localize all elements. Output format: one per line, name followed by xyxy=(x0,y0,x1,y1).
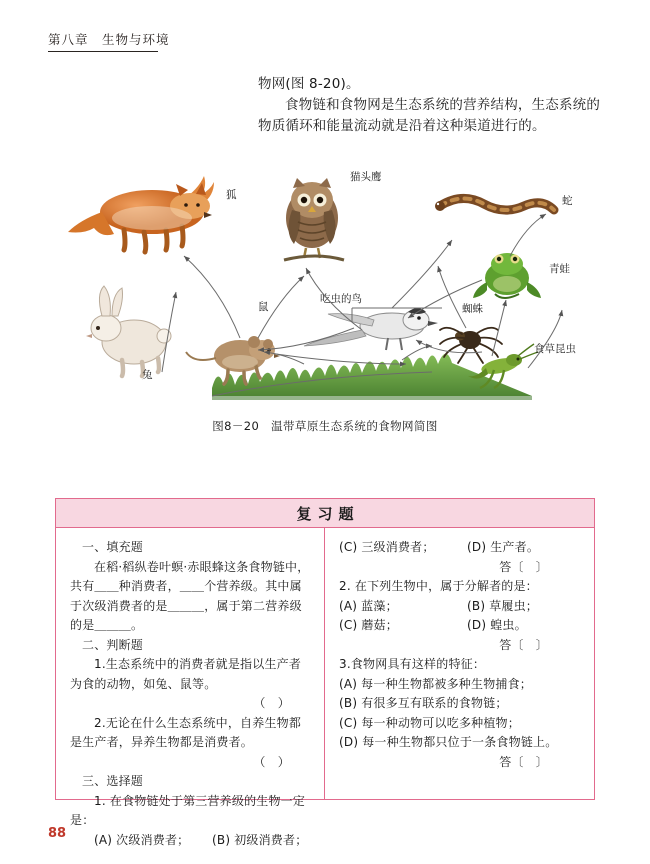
choice-q2: 2. 在下列生物中，属于分解者的是： xyxy=(339,579,538,593)
owl-illustration xyxy=(284,178,344,260)
choice-q3: 3.食物网具有这样的特征： xyxy=(339,657,486,671)
section-fill-blank-heading: 一、填充题 xyxy=(82,540,144,554)
food-web-figure xyxy=(62,160,592,410)
section-choice-heading: 三、选择题 xyxy=(82,774,144,788)
body-text xyxy=(258,74,603,137)
label-mouse: 鼠 xyxy=(258,301,269,313)
review-questions-header xyxy=(56,499,594,528)
truefalse-q2-answer[interactable]: （ ） xyxy=(253,754,290,769)
choice-q2-option-c[interactable]: (C) 蘑菇； xyxy=(339,618,398,632)
choice-q3-option-d[interactable]: (D) 每一种生物都只位于一条食物链上。 xyxy=(339,735,558,749)
rabbit-illustration xyxy=(86,286,171,376)
review-questions-title: 复习题 xyxy=(296,504,360,523)
truefalse-q2: 2.无论在什么生态系统中，自养生物都是生产者，异养生物都是消费者。 xyxy=(70,715,302,749)
label-grass-insect: 食草昆虫 xyxy=(534,343,576,355)
choice-q2-answer[interactable]: 答〔 〕 xyxy=(499,637,548,652)
choice-q2-option-a[interactable]: (A) 蓝藻； xyxy=(339,598,398,613)
label-fox: 狐 xyxy=(226,189,237,201)
choice-q3-option-a[interactable]: (A) 每一种生物都被多种生物捕食； xyxy=(339,676,532,691)
choice-q3-option-b[interactable]: (B) 有很多互有联系的食物链； xyxy=(339,696,508,710)
label-owl: 猫头鹰 xyxy=(350,171,382,183)
choice-q1-option-d[interactable]: (D) 生产者。 xyxy=(467,540,540,554)
choice-q1-option-b[interactable]: (B) 初级消费者； xyxy=(212,832,308,847)
snake-illustration xyxy=(435,198,554,211)
fill-blank-q1: 在稻·稻纵卷叶螟·赤眼蜂这条食物链中，共有＿＿种消费者，＿＿个营养级。其中属于次级消费者的是＿＿＿，属于第二营养级的是＿＿＿。 xyxy=(70,559,310,632)
label-spider: 蜘蛛 xyxy=(462,303,483,315)
choice-q3-answer[interactable]: 答〔 〕 xyxy=(499,754,548,769)
label-snake: 蛇 xyxy=(562,195,573,207)
choice-q1-option-a[interactable]: (A) 次级消费者； xyxy=(94,832,190,847)
choice-q2-option-b[interactable]: (B) 草履虫； xyxy=(467,598,539,613)
choice-q1-option-c[interactable]: (C) 三级消费者； xyxy=(339,540,435,554)
running-head-rule xyxy=(48,51,158,52)
page-number: 88 xyxy=(48,826,67,841)
truefalse-q1-answer[interactable]: （ ） xyxy=(253,696,290,710)
paragraph-2: 食物链和食物网是生态系统的营养结构，生态系统的物质循环和能量流动就是沿着这种渠道进行的。 xyxy=(258,97,601,134)
choice-q1: 1. 在食物链处于第三营养级的生物一定是： xyxy=(70,793,306,827)
frog-illustration xyxy=(473,253,541,298)
label-insect-bird: 吃虫的鸟 xyxy=(320,293,362,305)
choice-q1-answer[interactable]: 答〔 〕 xyxy=(499,559,548,574)
fox-illustration xyxy=(68,176,214,252)
running-head xyxy=(48,30,602,52)
choice-q2-option-d[interactable]: (D) 蝗虫。 xyxy=(467,618,527,632)
review-column-right xyxy=(325,528,594,800)
label-rabbit: 兔 xyxy=(142,369,153,381)
truefalse-q1: 1.生态系统中的消费者就是指以生产者为食的动物，如兔、鼠等。 xyxy=(70,657,302,691)
choice-q3-option-c[interactable]: (C) 每一种动物可以吃多种植物； xyxy=(339,715,520,730)
label-frog: 青蛙 xyxy=(549,263,570,275)
chapter-title: 第八章 生物与环境 xyxy=(48,32,170,47)
paragraph-1: 物网(图 8-20)。 xyxy=(258,76,360,92)
section-truefalse-heading: 二、判断题 xyxy=(82,637,144,652)
figure-caption: 图8－20 温带草原生态系统的食物网简图 xyxy=(212,419,438,433)
insect-bird-illustration xyxy=(304,308,438,350)
